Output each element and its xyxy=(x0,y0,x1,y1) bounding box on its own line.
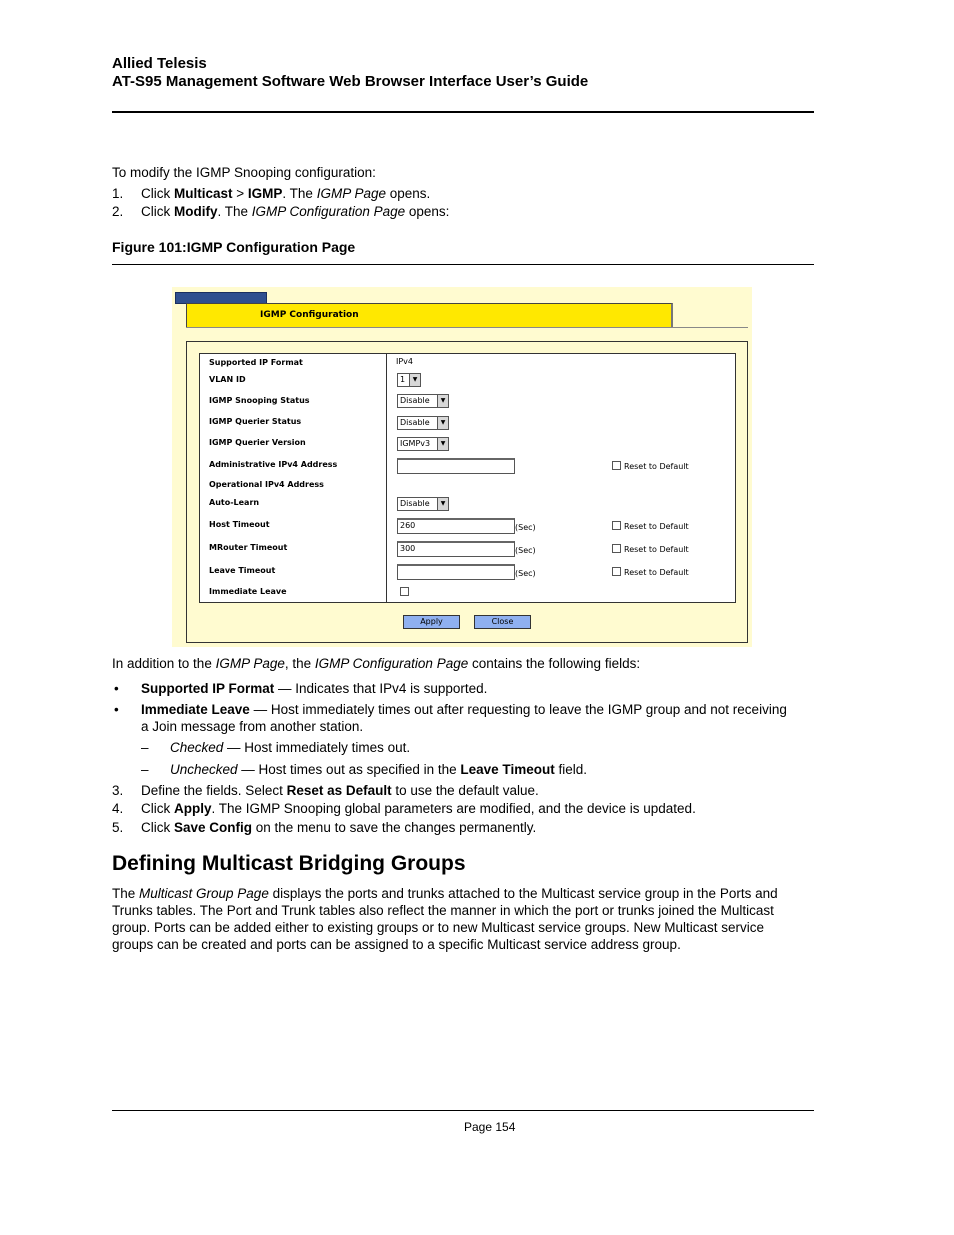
supported-ip-format-value: IPv4 xyxy=(396,357,414,366)
apply-button[interactable]: Apply xyxy=(403,615,460,629)
section-heading: Defining Multicast Bridging Groups xyxy=(112,852,466,875)
company-name: Allied Telesis xyxy=(112,55,207,72)
field-label: IGMP Snooping Status xyxy=(209,396,310,405)
step-3: 3. Define the fields. Select Reset as Default to use the default value. xyxy=(112,783,539,798)
igmp-snooping-status-select[interactable]: Disable ▼ xyxy=(397,394,449,408)
caption-rule xyxy=(112,264,814,265)
chevron-down-icon: ▼ xyxy=(437,417,448,429)
section-paragraph: The Multicast Group Page displays the ports and trunks attached to the Multicast service group in the Ports and Trunks tables. The Port and Trunk tables also reflect the manner in which the port or trunks joined the Multicast group. Ports can be added either to existing groups or to new Multicast service groups. New Multicast service groups can be created and ports can be assigned to a specific Multicast service address group. xyxy=(112,886,778,952)
step-2: 2. Click Modify. The IGMP Configuration Page opens: xyxy=(112,204,450,219)
igmp-querier-status-select[interactable]: Disable ▼ xyxy=(397,416,449,430)
host-timeout-reset-checkbox[interactable] xyxy=(612,521,621,530)
sub-item: – Checked — Host immediately times out. xyxy=(141,740,411,755)
config-title: IGMP Configuration xyxy=(260,310,359,320)
chevron-down-icon: ▼ xyxy=(437,395,448,407)
bullet-item: • Immediate Leave — Host immediately times out after requesting to leave the IGMP group and not receiving a Join message from another station. xyxy=(114,702,787,734)
leave-timeout-reset-checkbox[interactable] xyxy=(612,567,621,576)
field-label: VLAN ID xyxy=(209,375,246,384)
field-label: Administrative IPv4 Address xyxy=(209,460,338,469)
admin-ipv4-reset-checkbox[interactable] xyxy=(612,461,621,470)
auto-learn-select[interactable]: Disable ▼ xyxy=(397,497,449,511)
field-label: IGMP Querier Status xyxy=(209,417,302,426)
config-title-bar xyxy=(186,303,673,328)
host-timeout-input[interactable]: 260 xyxy=(397,518,515,534)
mrouter-timeout-input[interactable]: 300 xyxy=(397,541,515,557)
chevron-down-icon: ▼ xyxy=(409,374,420,386)
mrouter-timeout-reset-checkbox[interactable] xyxy=(612,544,621,553)
reset-label: Reset to Default xyxy=(624,462,689,471)
field-label: Auto-Learn xyxy=(209,498,260,507)
unit-label: (Sec) xyxy=(515,569,536,578)
footer-rule xyxy=(112,1110,814,1111)
vlan-id-select[interactable]: 1 ▼ xyxy=(397,373,421,387)
unit-label: (Sec) xyxy=(515,523,536,532)
field-label: MRouter Timeout xyxy=(209,543,288,552)
figure-caption: Figure 101:IGMP Configuration Page xyxy=(112,239,356,255)
reset-label: Reset to Default xyxy=(624,568,689,577)
admin-ipv4-address-input[interactable] xyxy=(397,458,515,474)
unit-label: (Sec) xyxy=(515,546,536,555)
field-label: Immediate Leave xyxy=(209,587,287,596)
chevron-down-icon: ▼ xyxy=(437,498,448,510)
sub-item: – Unchecked — Host times out as specified in the Leave Timeout field. xyxy=(141,762,587,777)
immediate-leave-checkbox[interactable] xyxy=(400,587,409,596)
close-button[interactable]: Close xyxy=(474,615,531,629)
igmp-config-screenshot xyxy=(172,287,752,647)
title-divider xyxy=(186,327,748,328)
fields-intro: In addition to the IGMP Page, the IGMP Configuration Page contains the following fields: xyxy=(112,656,641,671)
field-label: Supported IP Format xyxy=(209,358,303,367)
igmp-querier-version-select[interactable]: IGMPv3 ▼ xyxy=(397,437,449,451)
field-label: Operational IPv4 Address xyxy=(209,480,324,489)
field-label: IGMP Querier Version xyxy=(209,438,306,447)
reset-label: Reset to Default xyxy=(624,545,689,554)
guide-title: AT-S95 Management Software Web Browser Interface User’s Guide xyxy=(112,73,589,90)
field-label: Leave Timeout xyxy=(209,566,276,575)
config-table xyxy=(199,353,736,603)
leave-timeout-input[interactable] xyxy=(397,564,515,580)
config-panel xyxy=(186,341,748,643)
step-1: 1. Click Multicast > IGMP. The IGMP Page opens. xyxy=(112,186,431,201)
bullet-item: • Supported IP Format — Indicates that IPv4 is supported. xyxy=(114,681,488,696)
intro-text: To modify the IGMP Snooping configuration: xyxy=(112,165,376,180)
step-5: 5. Click Save Config on the menu to save the changes permanently. xyxy=(112,820,537,835)
page-number: Page 154 xyxy=(464,1120,516,1134)
reset-label: Reset to Default xyxy=(624,522,689,531)
header-rule xyxy=(112,111,814,113)
step-4: 4. Click Apply. The IGMP Snooping global parameters are modified, and the device is updated. xyxy=(112,801,696,816)
chevron-down-icon: ▼ xyxy=(437,438,448,450)
field-label: Host Timeout xyxy=(209,520,270,529)
